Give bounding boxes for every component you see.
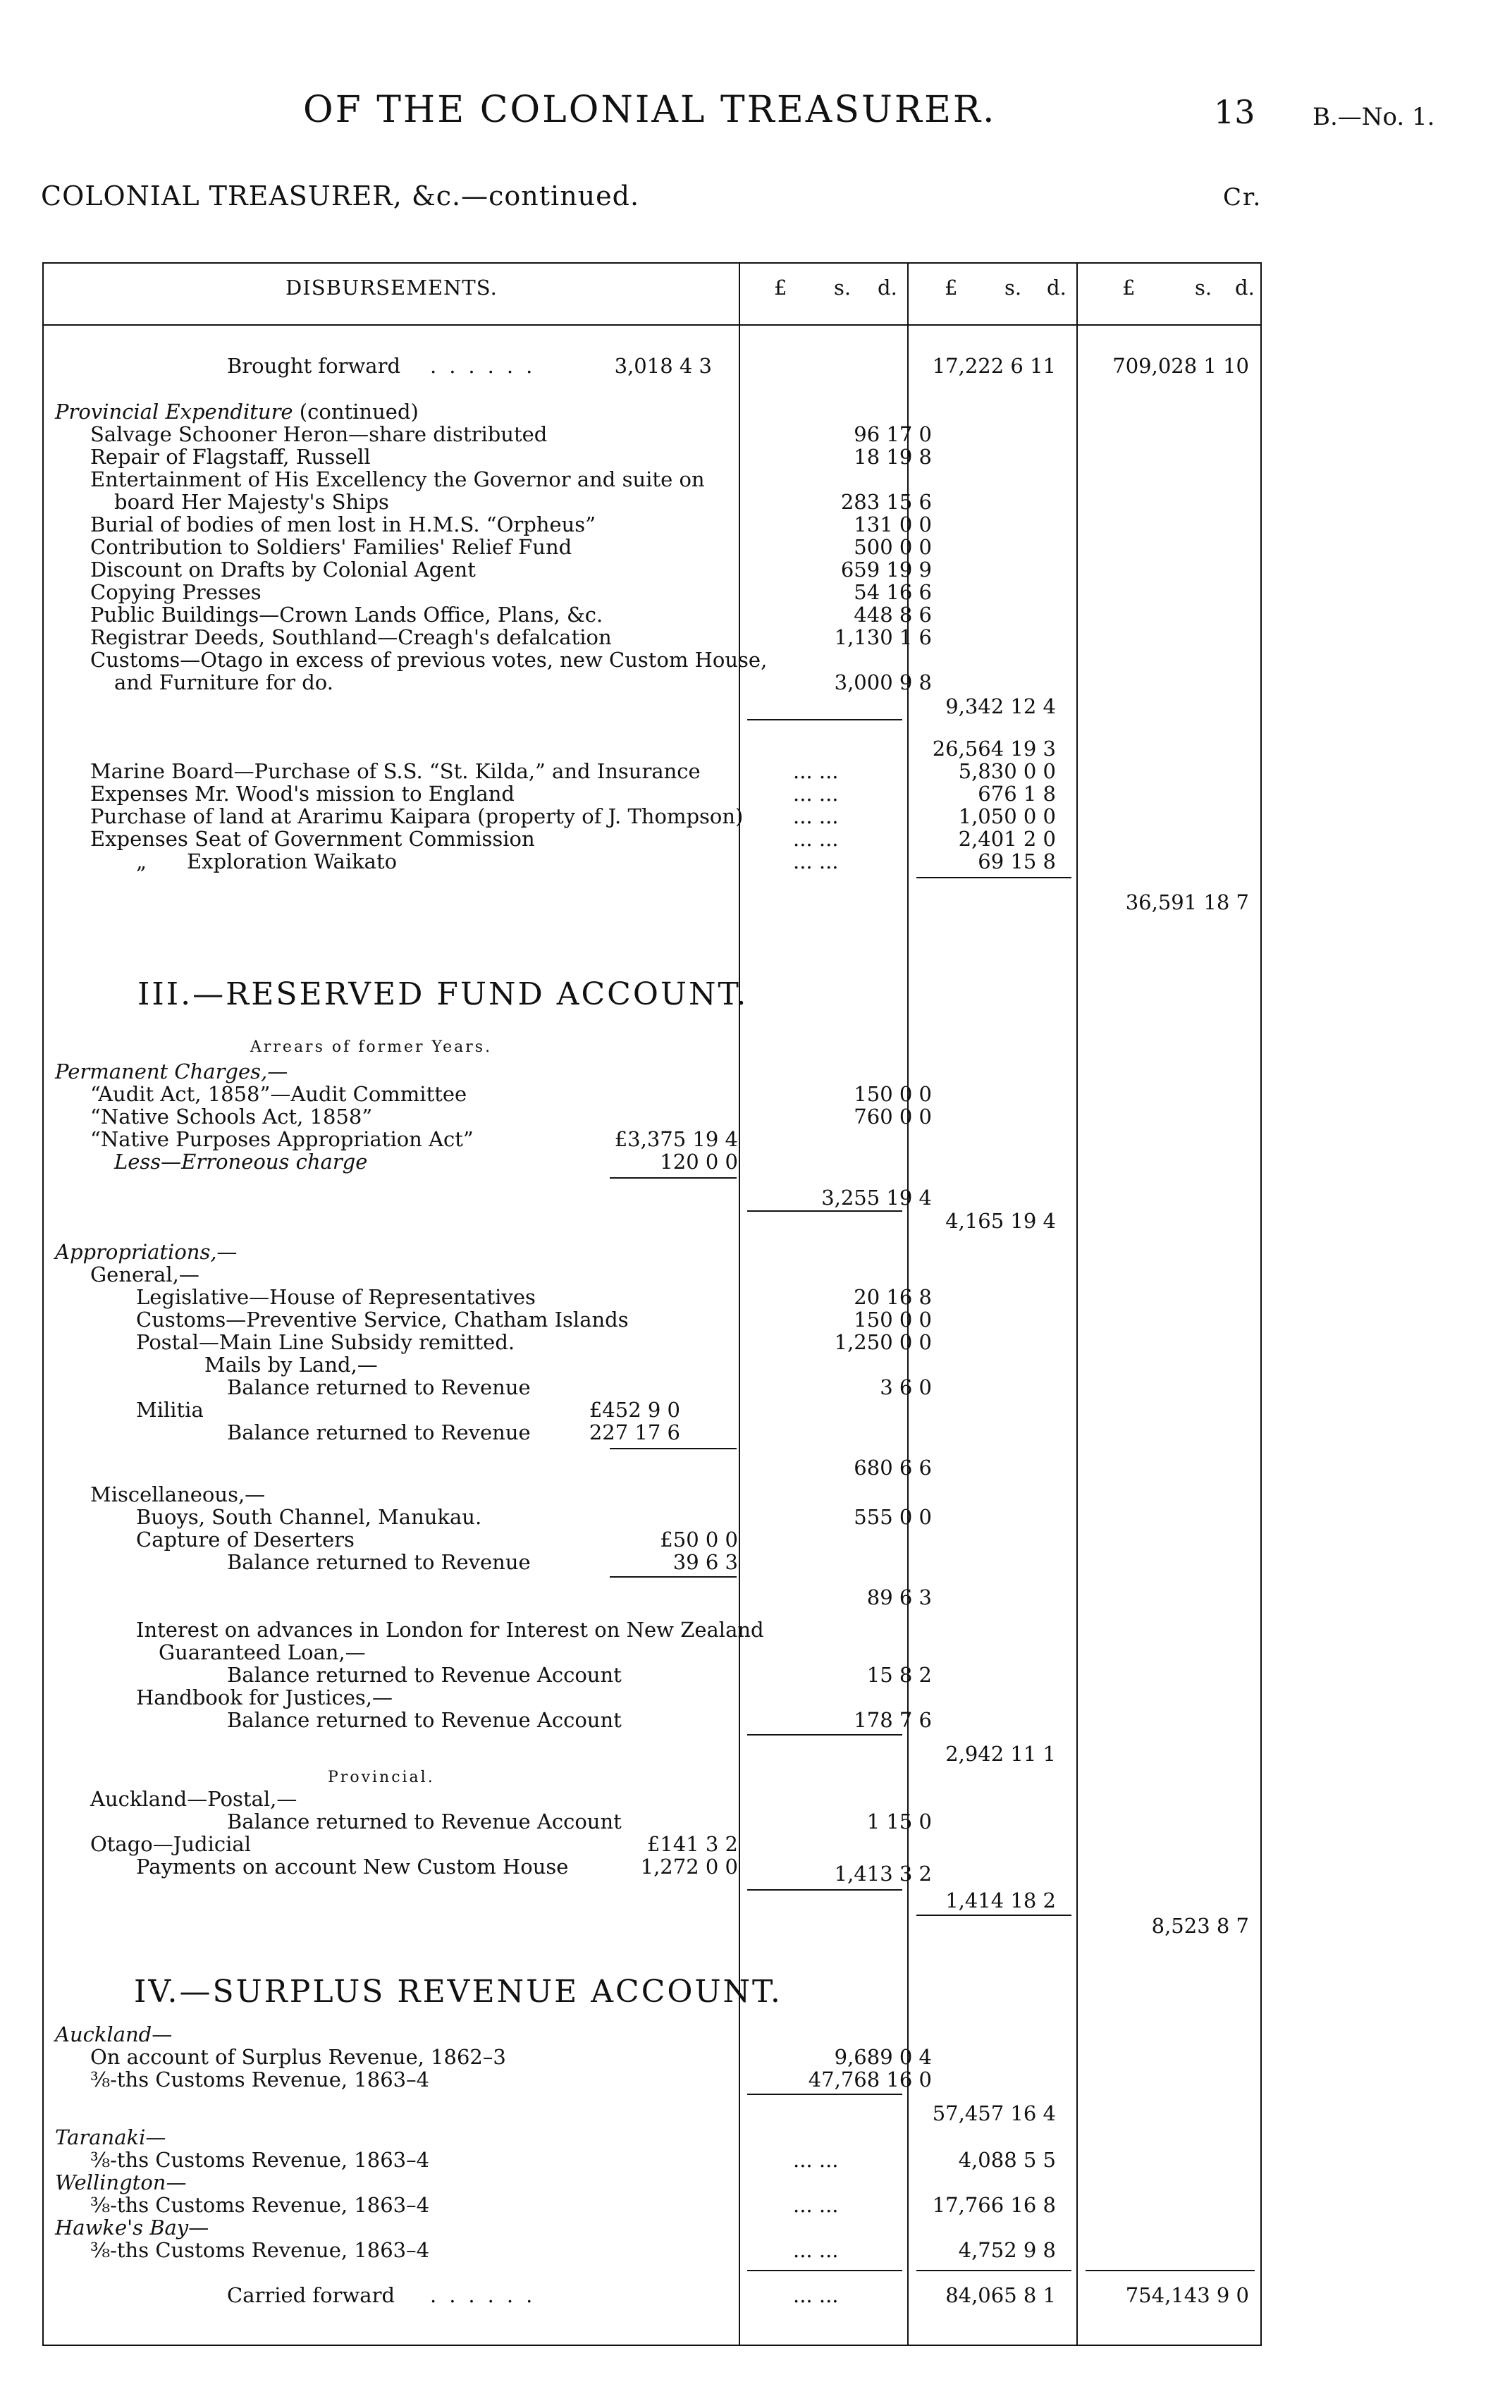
list-item: Balance returned to Revenue — [227, 1420, 531, 1444]
list-item-amount: 1,250 0 0 — [834, 1330, 932, 1354]
nil-entry: ... ... — [793, 759, 839, 783]
list-item-amount: 131 0 0 — [854, 512, 932, 536]
list-item: Marine Board—Purchase of S.S. “St. Kilda,” and Insurance — [90, 759, 701, 783]
inner-rule — [610, 1177, 737, 1179]
list-item-amount: 9,689 0 4 — [834, 2045, 932, 2069]
appropriations-heading: Appropriations,— — [55, 1240, 238, 1264]
provincial-heading: Provincial. — [328, 1769, 435, 1786]
list-item: Balance returned to Revenue — [227, 1550, 531, 1574]
subtitle-text: COLONIAL TREASURER, &c.—continued. — [41, 180, 640, 211]
nil-entry: ... ... — [793, 804, 839, 828]
list-item-amount: 47,768 16 0 — [808, 2068, 932, 2091]
page-subtitle — [41, 180, 640, 211]
list-item-amount: 3,000 9 8 — [834, 670, 932, 694]
list-item: Balance returned to Revenue Account — [227, 1708, 622, 1732]
list-item-amount: 5,830 0 0 — [958, 759, 1056, 783]
province-total: 57,457 16 4 — [932, 2101, 1056, 2125]
list-item: ⅜-ths Customs Revenue, 1863–4 — [90, 2148, 430, 2172]
leader-dots: ...... — [430, 2283, 546, 2307]
permanent-charges-heading: Permanent Charges,— — [55, 1059, 288, 1083]
pound-sign: £ — [1122, 276, 1136, 300]
column-divider-1 — [739, 262, 740, 2345]
net-amount: 3,255 19 4 — [821, 1186, 932, 1210]
list-item: “Native Purposes Appropriation Act” — [90, 1127, 474, 1151]
list-item-amount: 1 15 0 — [866, 1810, 932, 1833]
disbursements-heading: DISBURSEMENTS. — [285, 276, 498, 300]
list-item: Postal—Main Line Subsidy remitted. — [136, 1330, 515, 1354]
permanent-charges-total: 4,165 19 4 — [945, 1209, 1056, 1233]
net-amount: 1,413 3 2 — [834, 1862, 932, 1886]
carried-forward-rule — [747, 2270, 902, 2271]
list-item-amount: 150 0 0 — [854, 1082, 932, 1106]
list-item-amount: 178 7 6 — [854, 1708, 932, 1732]
inner-amount: £452 9 0 — [589, 1398, 680, 1422]
list-item: ⅜-ths Customs Revenue, 1863–4 — [90, 2238, 430, 2262]
list-item: Balance returned to Revenue Account — [227, 1663, 622, 1687]
table-top-border — [42, 262, 1262, 264]
shillings-sign: s. — [834, 276, 852, 300]
document-reference: B.—No. 1. — [1313, 103, 1435, 131]
pence-sign: d. — [1047, 276, 1067, 300]
brought-forward-col1: 3,018 4 3 — [614, 354, 712, 378]
province-heading: Wellington— — [55, 2170, 187, 2194]
leader-dots: ...... — [430, 354, 546, 378]
provincial-total: 1,414 18 2 — [945, 1888, 1056, 1912]
section-total-rule — [916, 1915, 1071, 1916]
list-item-amount: 676 1 8 — [978, 782, 1056, 806]
list-item-amount: 69 15 8 — [978, 849, 1056, 873]
provincial-heading-italic: Provincial Expenditure — [55, 400, 293, 424]
list-item-amount: 555 0 0 — [854, 1505, 932, 1529]
subtotal-rule — [747, 719, 902, 720]
net-amount: 680 6 6 — [854, 1456, 932, 1480]
list-item: Purchase of land at Ararimu Kaipara (property of J. Thompson) — [90, 804, 744, 828]
carried-forward-col2: 84,065 8 1 — [945, 2283, 1056, 2307]
list-item: Interest on advances in London for Interest on New Zealand — [136, 1618, 764, 1642]
list-item: Expenses Mr. Wood's mission to England — [90, 782, 515, 806]
list-item: Customs—Otago in excess of previous votes, new Custom House, — [90, 648, 768, 672]
inner-amount: 1,272 0 0 — [640, 1855, 738, 1879]
nil-entry: ... ... — [793, 827, 839, 851]
list-item: Handbook for Justices,— — [136, 1685, 393, 1709]
inner-rule — [610, 1448, 737, 1449]
subtotal-rule — [747, 1889, 902, 1891]
list-item-amount: 659 19 9 — [840, 558, 932, 582]
militia-label: Militia — [136, 1398, 204, 1422]
section-title-surplus-revenue: IV.—SURPLUS REVENUE ACCOUNT. — [134, 1974, 782, 2010]
nil-entry: ... ... — [793, 2238, 839, 2262]
list-item-amount: 1,130 1 6 — [834, 625, 932, 649]
nil-entry: ... ... — [793, 849, 839, 873]
list-item: Buoys, South Channel, Manukau. — [136, 1505, 482, 1529]
table-right-border — [1260, 262, 1262, 2345]
inner-amount: 227 17 6 — [589, 1420, 680, 1444]
section-total: 8,523 8 7 — [1151, 1914, 1249, 1938]
brought-forward-col3: 709,028 1 10 — [1112, 354, 1249, 378]
credit-side-label: Cr. — [1223, 183, 1262, 211]
province-total: 4,752 9 8 — [958, 2238, 1056, 2262]
carried-forward-col1: ... ... — [793, 2283, 839, 2307]
net-amount: 89 6 3 — [866, 1585, 932, 1609]
list-item: Otago—Judicial — [90, 1832, 251, 1856]
inner-amount: £141 3 2 — [646, 1832, 738, 1856]
list-item-amount: 448 8 6 — [854, 603, 932, 627]
list-item-amount: 18 19 8 — [854, 445, 932, 469]
province-heading: Auckland— — [55, 2022, 173, 2046]
list-item: Exploration Waikato — [187, 849, 398, 873]
list-item: ⅜-ths Customs Revenue, 1863–4 — [90, 2193, 430, 2217]
ditto-mark: „ — [136, 849, 147, 873]
pound-sign: £ — [945, 276, 958, 300]
list-item: Public Buildings—Crown Lands Office, Plans, &c. — [90, 603, 603, 627]
list-item: Less—Erroneous charge — [114, 1150, 368, 1174]
province-total: 17,766 16 8 — [932, 2193, 1056, 2217]
pound-sign: £ — [774, 276, 787, 300]
inner-rule — [610, 1576, 737, 1578]
marine-opening-amount: 26,564 19 3 — [932, 737, 1056, 761]
shillings-sign: s. — [1195, 276, 1212, 300]
list-item: Balance returned to Revenue — [227, 1375, 531, 1399]
list-item: Capture of Deserters — [136, 1528, 355, 1552]
list-item-amount: 20 16 8 — [854, 1285, 932, 1309]
list-item: Mails by Land,— — [204, 1353, 378, 1377]
marine-total-rule — [916, 877, 1071, 878]
list-item: Copying Presses — [90, 580, 262, 604]
list-item-amount: 54 16 6 — [854, 580, 932, 604]
list-item: Repair of Flagstaff, Russell — [90, 445, 371, 469]
page-title: OF THE COLONIAL TREASURER. — [303, 89, 997, 131]
list-item-amount: 96 17 0 — [854, 422, 932, 446]
table-header-rule — [42, 324, 1262, 326]
carried-forward-rule — [1086, 2270, 1255, 2271]
carried-forward-col3: 754,143 9 0 — [1125, 2283, 1249, 2307]
provincial-subtotal: 9,342 12 4 — [945, 694, 1056, 718]
list-item: Legislative—House of Representatives — [136, 1285, 536, 1309]
list-item: Registrar Deeds, Southland—Creagh's defalcation — [90, 625, 612, 649]
general-heading: General,— — [90, 1263, 199, 1286]
list-item: Auckland—Postal,— — [90, 1787, 297, 1811]
province-total: 4,088 5 5 — [958, 2148, 1056, 2172]
carried-forward-rule — [916, 2270, 1071, 2271]
list-item-amount: 500 0 0 — [854, 535, 932, 559]
carried-forward-label: Carried forward — [227, 2283, 395, 2307]
miscellaneous-heading: Miscellaneous,— — [90, 1482, 266, 1506]
list-item: board Her Majesty's Ships — [114, 490, 389, 514]
list-item: ⅜-ths Customs Revenue, 1863–4 — [90, 2068, 430, 2091]
list-item: Guaranteed Loan,— — [159, 1640, 366, 1664]
section-title-reserved-fund: III.—RESERVED FUND ACCOUNT. — [137, 976, 749, 1012]
list-item: Discount on Drafts by Colonial Agent — [90, 558, 476, 582]
nil-entry: ... ... — [793, 2193, 839, 2217]
list-item: Payments on account New Custom House — [136, 1855, 569, 1879]
list-item-amount: 150 0 0 — [854, 1308, 932, 1332]
list-item-amount: 3 6 0 — [880, 1375, 932, 1399]
brought-forward-col2: 17,222 6 11 — [932, 354, 1056, 378]
provincial-heading-suffix: (continued) — [293, 400, 419, 424]
subtotal-rule — [747, 1734, 902, 1736]
list-item: On account of Surplus Revenue, 1862–3 — [90, 2045, 506, 2069]
list-item: “Native Schools Act, 1858” — [90, 1105, 373, 1129]
list-item: “Audit Act, 1858”—Audit Committee — [90, 1082, 467, 1106]
list-item-amount: 15 8 2 — [866, 1663, 932, 1687]
list-item: Entertainment of His Excellency the Governor and suite on — [90, 467, 705, 491]
column-divider-3 — [1076, 262, 1078, 2345]
list-item: Burial of bodies of men lost in H.M.S. “Orpheus” — [90, 512, 596, 536]
inner-amount: £50 0 0 — [660, 1528, 738, 1552]
shillings-sign: s. — [1004, 276, 1022, 300]
list-item: Salvage Schooner Heron—share distributed — [90, 422, 548, 446]
pence-sign: d. — [878, 276, 897, 300]
section-total: 36,591 18 7 — [1125, 890, 1249, 914]
list-item: Balance returned to Revenue Account — [227, 1810, 622, 1833]
list-item: Contribution to Soldiers' Families' Relief Fund — [90, 535, 572, 559]
inner-amount: 39 6 3 — [672, 1550, 738, 1574]
list-item-amount: 283 15 6 — [840, 490, 932, 514]
list-item: Customs—Preventive Service, Chatham Islands — [136, 1308, 629, 1332]
table-bottom-border — [42, 2345, 1262, 2346]
table-left-border — [42, 262, 44, 2345]
inner-amount: £3,375 19 4 — [614, 1127, 738, 1151]
provincial-expenditure-heading — [55, 400, 419, 423]
list-item: and Furniture for do. — [114, 670, 333, 694]
province-heading: Taranaki— — [55, 2125, 166, 2149]
subtotal-rule — [747, 1210, 902, 1212]
general-total: 2,942 11 1 — [945, 1742, 1056, 1766]
nil-entry: ... ... — [793, 2148, 839, 2172]
nil-entry: ... ... — [793, 782, 839, 806]
list-item: Expenses Seat of Government Commission — [90, 827, 535, 851]
list-item-amount: 1,050 0 0 — [958, 804, 1056, 828]
pence-sign: d. — [1235, 276, 1255, 300]
page-number: 13 — [1214, 93, 1255, 131]
province-heading: Hawke's Bay— — [55, 2216, 209, 2240]
arrears-heading: Arrears of former Years. — [250, 1038, 493, 1056]
subtotal-rule — [747, 2094, 902, 2095]
list-item-amount: 2,401 2 0 — [958, 827, 1056, 851]
inner-amount: 120 0 0 — [660, 1150, 738, 1174]
brought-forward-label: Brought forward — [227, 354, 401, 378]
list-item-amount: 760 0 0 — [854, 1105, 932, 1129]
